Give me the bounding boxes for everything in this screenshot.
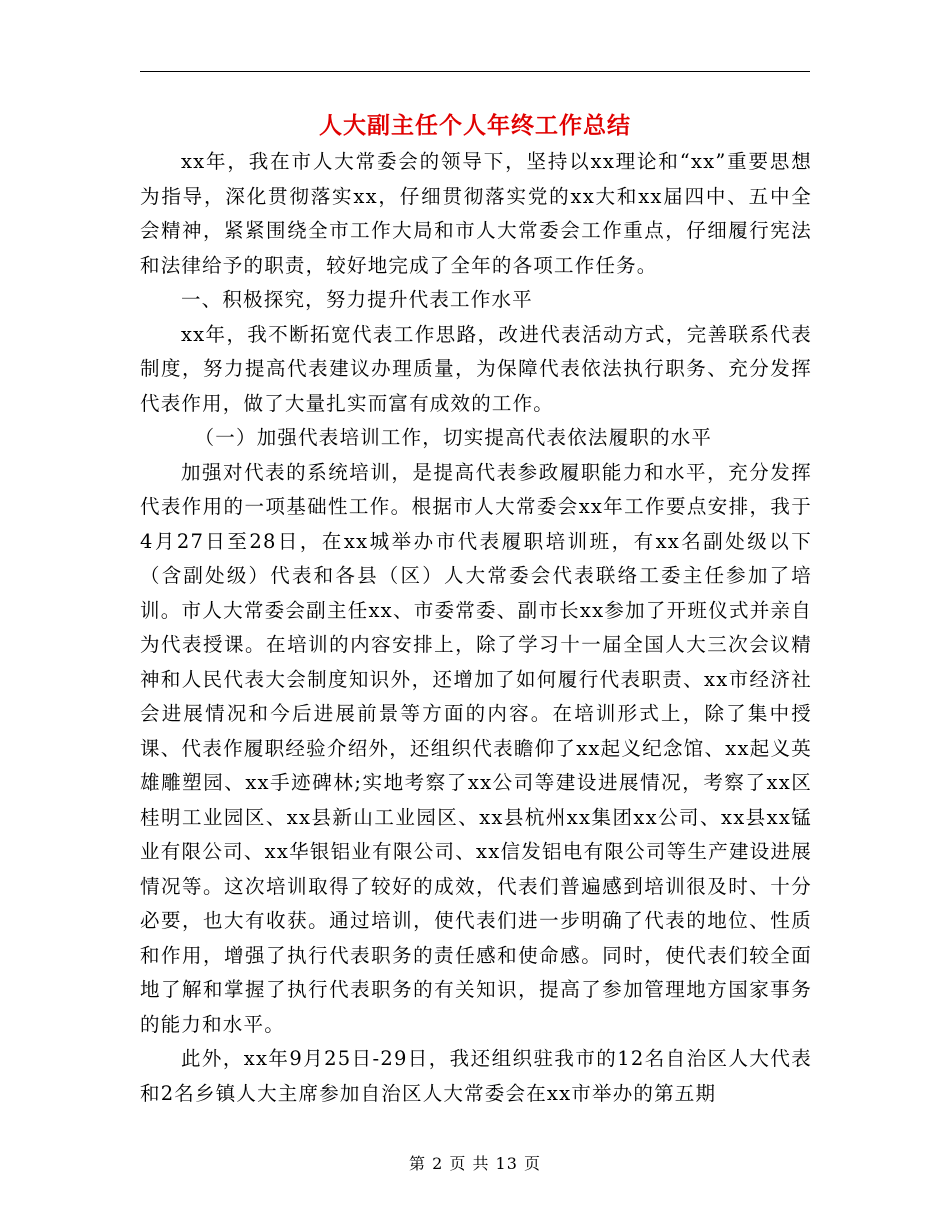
section-heading-1: 一、积极探究，努力提升代表工作水平 (180, 288, 533, 311)
header-rule (140, 71, 810, 72)
paragraph-training: 加强对代表的系统培训，是提高代表参政履职能力和水平，充分发挥代表作用的一项基础性工作。根据市人大常委会xx年工作要点安排，我于4月27日至28日，在xx城举办市代表履职培训班，有xx名副处级以下（含副处级）代表和各县（区）人大常委会代表联络工委主任参加了培训。市人大常委会副主任xx、市委常委、副市长xx参加了开班仪式并亲自为代表授课。在培训的内容安排上，除了学习十一届全国人大三次会议精神和人民代表大会制度知识外，还增加了如何履行代表职责、xx市经济社会进展情况和今后进展前景等方面的内容。在培训形式上，除了集中授课、代表作履职经验介绍外，还组织代表瞻仰了xx起义纪念馆、xx起义英雄雕塑园、xx手迹碑林;实地考察了xx公司等建设进展情况，考察了xx区桂明工业园区、xx县新山工业园区、xx县杭州xx集团xx公司、xx县xx锰业有限公司、xx华银铝业有限公司、xx信发铝电有限公司等生产建设进展情况等。这次培训取得了较好的成效，代表们普遍感到培训很及时、十分必要，也大有收获。通过培训，使代表们进一步明确了代表的地位、性质和作用，增强了执行代表职务的责任感和使命感。同时，使代表们较全面地了解和掌握了执行代表职务的有关知识，提高了参加管理地方国家事务的能力和水平。 (140, 460, 812, 1036)
document-title: 人大副主任个人年终工作总结 (319, 112, 631, 139)
page-number-footer: 第 2 页 共 13 页 (409, 1154, 541, 1173)
paragraph-additional: 此外，xx年9月25日-29日，我还组织驻我市的12名自治区人大代表和2名乡镇人大主席参加自治区人大常委会在xx市举办的第五期 (140, 1047, 812, 1105)
document-body (140, 145, 812, 1111)
subsection-heading-1: （一）加强代表培训工作，切实提高代表依法履职的水平 (194, 426, 713, 449)
paragraph-section-1: xx年，我不断拓宽代表工作思路，改进代表活动方式，完善联系代表制度，努力提高代表建议办理质量，为保障代表依法执行职务、充分发挥代表作用，做了大量扎实而富有成效的工作。 (140, 322, 812, 415)
paragraph-intro: xx年，我在市人大常委会的领导下，坚持以xx理论和“xx”重要思想为指导，深化贯彻落实xx，仔细贯彻落实党的xx大和xx届四中、五中全会精神，紧紧围绕全市工作大局和市人大常委会工作重点，仔细履行宪法和法律给予的职责，较好地完成了全年的各项工作任务。 (140, 150, 812, 277)
